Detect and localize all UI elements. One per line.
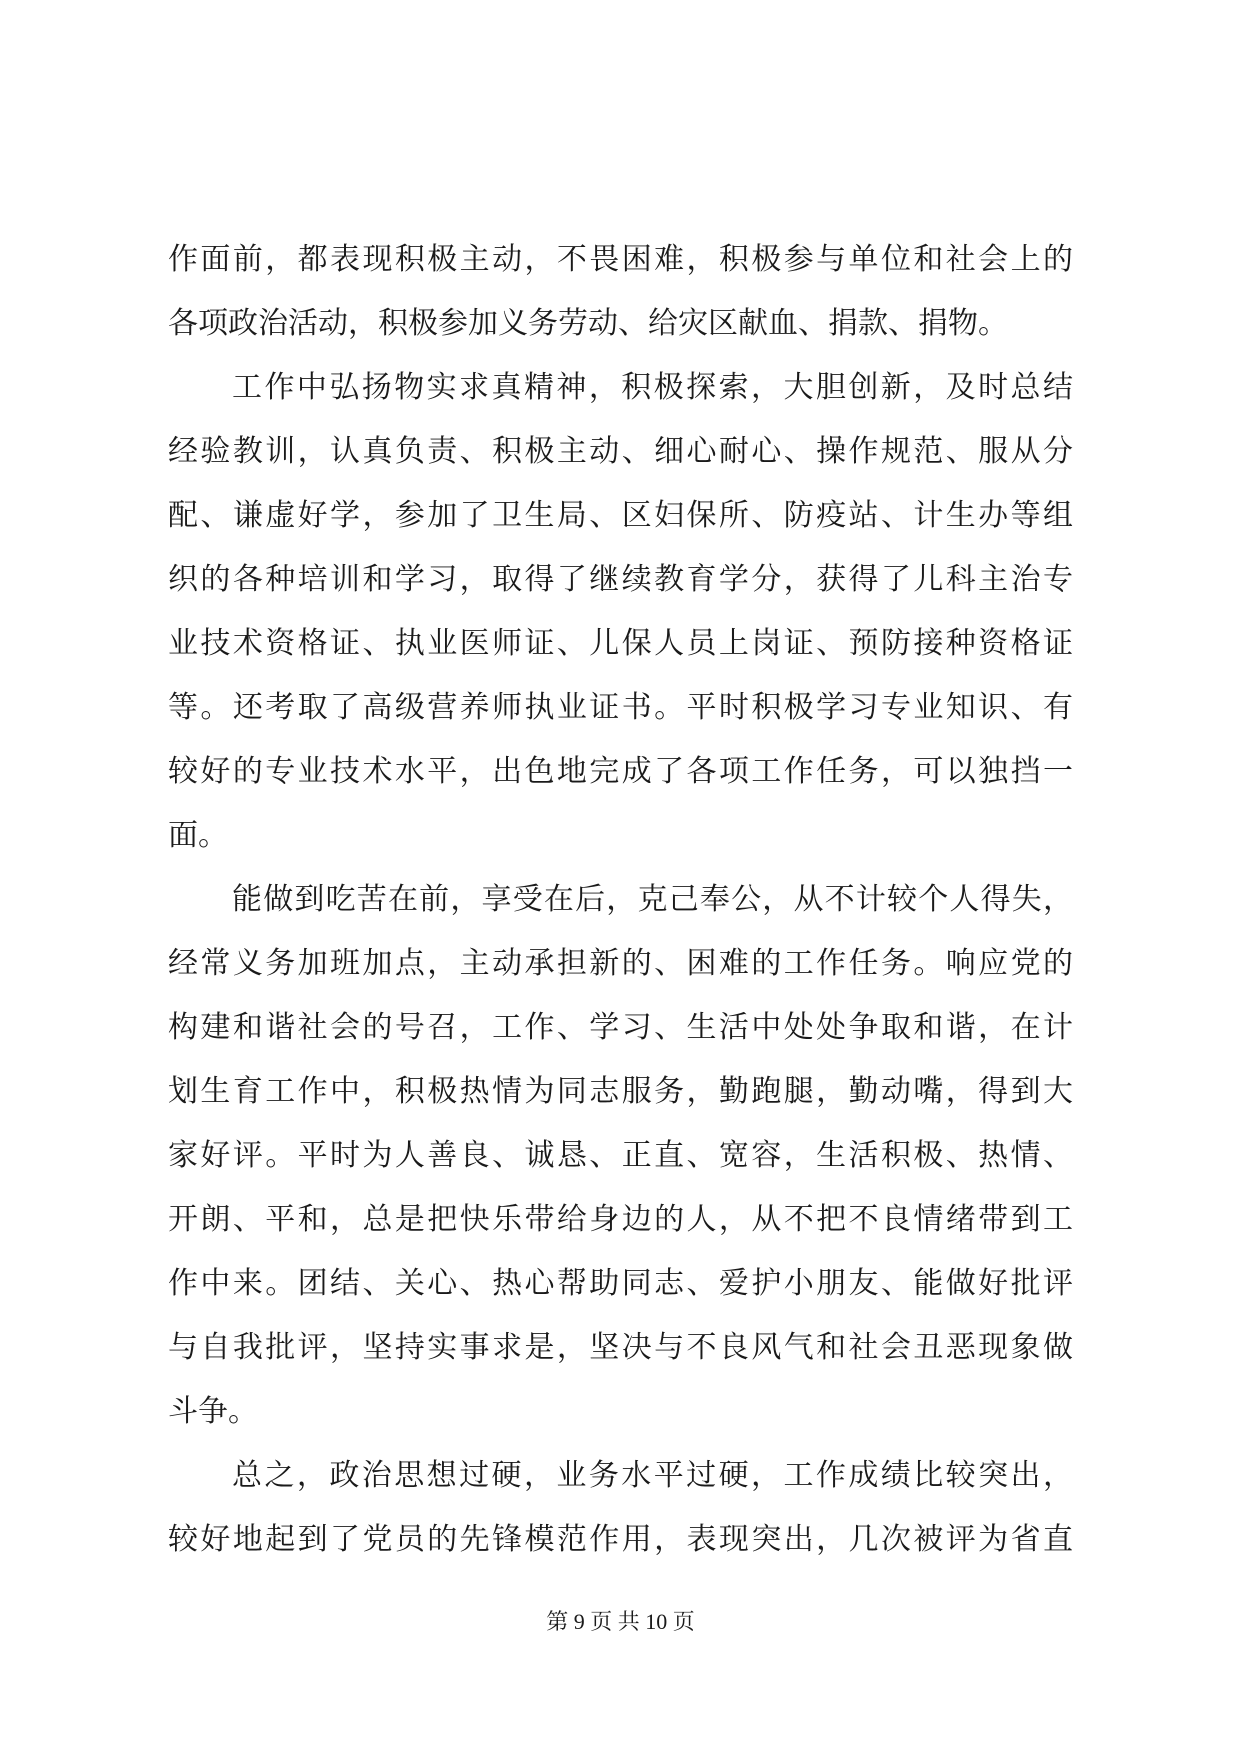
text-line: 业技术资格证、执业医师证、儿保人员上岗证、预防接种资格证	[168, 626, 1073, 661]
text-line: 较好地起到了党员的先锋模范作用，表现突出，几次被评为省直	[168, 1522, 1073, 1557]
text-line: 各项政治活动，积极参加义务劳动、给灾区献血、捐款、捐物。	[168, 306, 1008, 341]
text-line: 经验教训，认真负责、积极主动、细心耐心、操作规范、服从分	[168, 434, 1073, 469]
text-line: 划生育工作中，积极热情为同志服务，勤跑腿，勤动嘴，得到大	[168, 1074, 1073, 1109]
text-line: 与自我批评，坚持实事求是，坚决与不良风气和社会丑恶现象做	[168, 1330, 1073, 1365]
text-line: 配、谦虚好学，参加了卫生局、区妇保所、防疫站、计生办等组	[168, 498, 1073, 533]
text-line: 面。	[168, 818, 228, 853]
text-line: 总之，政治思想过硬，业务水平过硬，工作成绩比较突出，	[232, 1458, 1073, 1493]
text-line: 工作中弘扬物实求真精神，积极探索，大胆创新，及时总结	[232, 370, 1073, 405]
text-line: 织的各种培训和学习，取得了继续教育学分，获得了儿科主治专	[168, 562, 1073, 597]
paragraph	[168, 868, 1073, 1444]
text-line: 作面前，都表现积极主动，不畏困难，积极参与单位和社会上的	[168, 242, 1073, 277]
text-line: 较好的专业技术水平，出色地完成了各项工作任务，可以独挡一	[168, 754, 1073, 789]
text-line: 开朗、平和，总是把快乐带给身边的人，从不把不良情绪带到工	[168, 1202, 1073, 1237]
text-line: 等。还考取了高级营养师执业证书。平时积极学习专业知识、有	[168, 690, 1073, 725]
text-line: 作中来。团结、关心、热心帮助同志、爱护小朋友、能做好批评	[168, 1266, 1073, 1301]
text-line: 经常义务加班加点，主动承担新的、困难的工作任务。响应党的	[168, 946, 1073, 981]
paragraph	[168, 356, 1073, 868]
text-line: 家好评。平时为人善良、诚恳、正直、宽容，生活积极、热情、	[168, 1138, 1073, 1173]
text-line: 能做到吃苦在前，享受在后，克己奉公，从不计较个人得失，	[232, 882, 1073, 917]
paragraph	[168, 1444, 1073, 1572]
paragraph	[168, 228, 1073, 356]
document-body	[168, 228, 1073, 1572]
text-line: 斗争。	[168, 1394, 258, 1429]
page-number-footer: 第 9 页 共 10 页	[546, 1609, 695, 1634]
text-line: 构建和谐社会的号召，工作、学习、生活中处处争取和谐，在计	[168, 1010, 1073, 1045]
